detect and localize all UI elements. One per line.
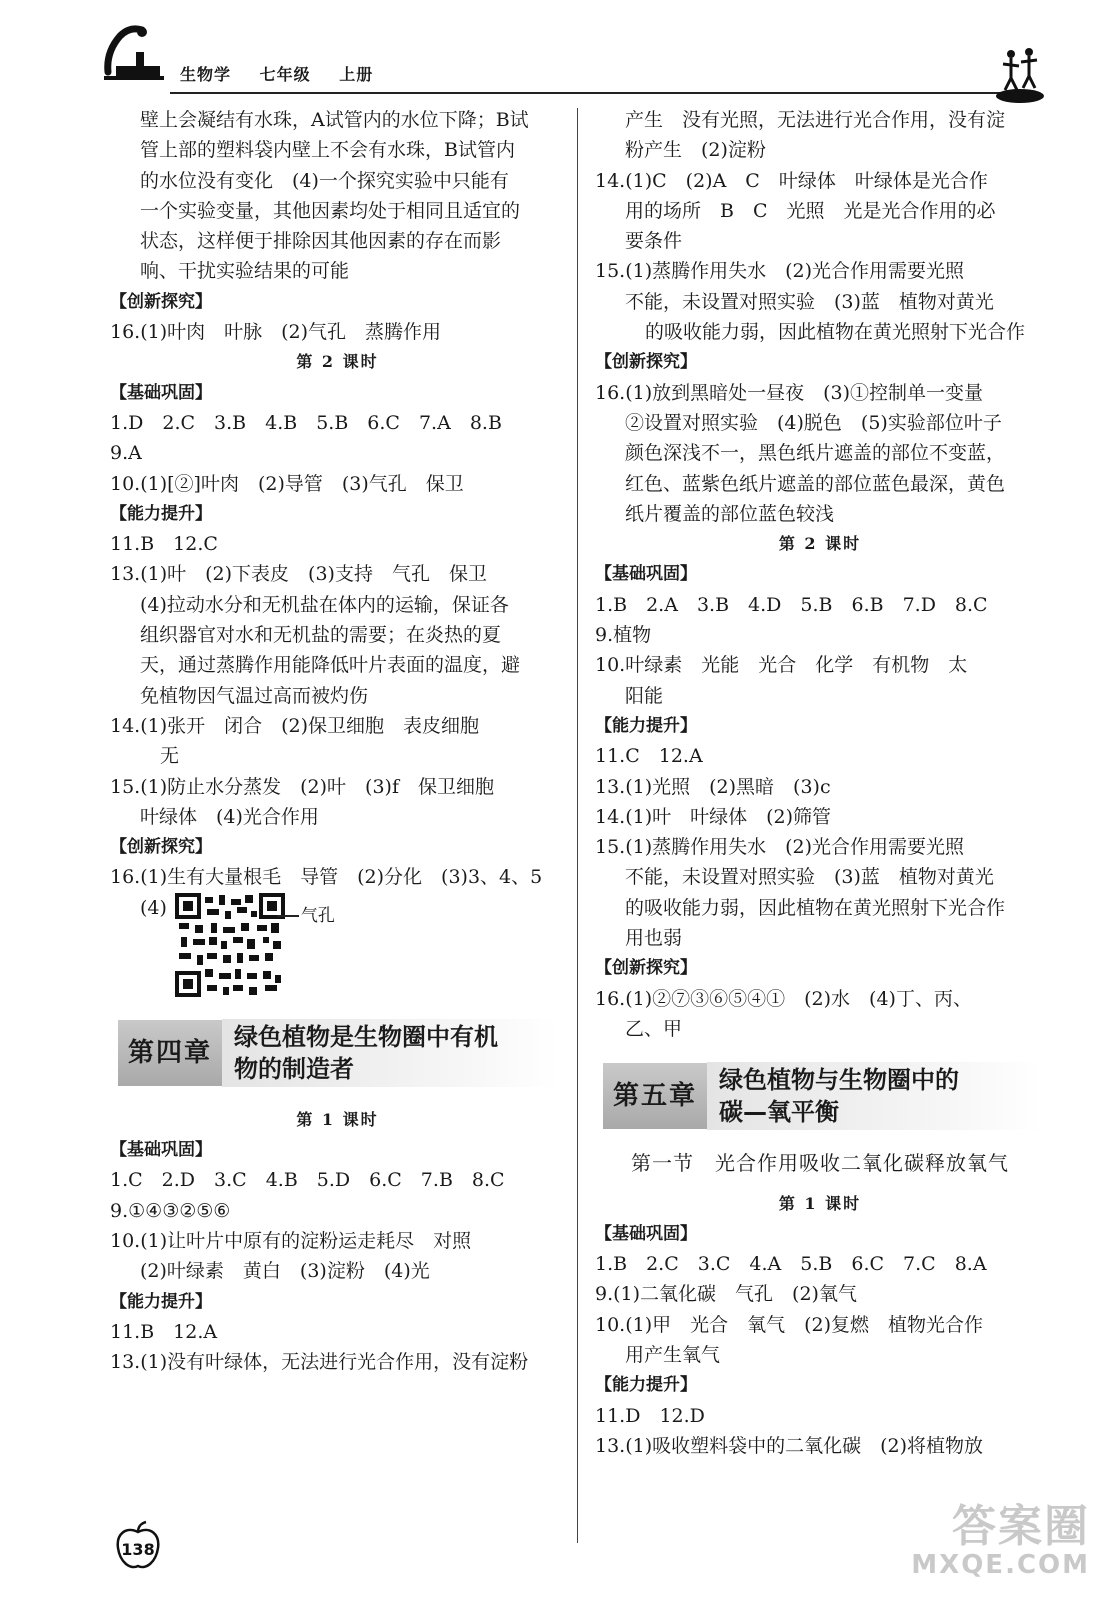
figures-logo-icon [995, 44, 1045, 106]
header-volume: 上册 [339, 65, 374, 84]
answer-line: 红色、蓝紫色纸片遮盖的部位蓝色最深，黄色 [625, 472, 1006, 495]
answer-line: 16.(1)叶肉 叶脉 (2)气孔 蒸腾作用 [110, 321, 442, 344]
answer-line: 11.C 12.A [595, 745, 703, 768]
intro-line: 壁上会凝结有水珠，A试管内的水位下降；B试 [140, 109, 529, 131]
answer-line: 9.(1)二氧化碳 气孔 (2)氧气 [595, 1283, 857, 1306]
answer-line: 粉产生 (2)淀粉 [625, 139, 766, 162]
answer-line: 9.①④③②⑤⑥ [110, 1199, 231, 1222]
section-title: 第一节 光合作用吸收二氧化碳释放氧气 [631, 1151, 1009, 1176]
intro-line: 管上部的塑料袋内壁上不会有水珠，B试管内 [140, 139, 515, 162]
answer-label: (4) [140, 896, 167, 919]
answer-line: 颜色深浅不一，黑色纸片遮盖的部位不变蓝， [625, 442, 1006, 465]
left-column [110, 105, 565, 1377]
section-heading-ability: 【能力提升】 [110, 503, 212, 524]
answer-line: 天，通过蒸腾作用能降低叶片表面的温度，避 [140, 654, 521, 677]
chapter-4-badge: 第四章 [118, 1020, 222, 1086]
answer-line: 15.(1)蒸腾作用失水 (2)光合作用需要光照 [595, 836, 965, 859]
intro-line: 的水位没有变化 (4)一个探究实验中只能有 [140, 169, 509, 192]
answer-line: 16.(1)放到黑暗处一昼夜 (3)①控制单一变量 [595, 381, 984, 404]
chapter-4-title-line: 绿色植物是生物圈中有机 [234, 1022, 499, 1051]
answer-line: 13.(1)没有叶绿体，无法进行光合作用，没有淀粉 [110, 1351, 529, 1374]
answer-line: 1.B 2.A 3.B 4.D 5.B 6.B 7.D 8.C [595, 593, 988, 616]
answer-line: 要条件 [625, 230, 683, 253]
answer-line: 13.(1)吸收塑料袋中的二氧化碳 (2)将植物放 [595, 1434, 984, 1457]
chapter-5-banner [603, 1062, 1043, 1130]
lesson-heading: 第 1 课时 [778, 1193, 862, 1213]
lesson-heading: 第 2 课时 [778, 534, 862, 554]
answer-line: 纸片覆盖的部位蓝色较浅 [625, 502, 835, 525]
stoma-diagram-icon [175, 893, 285, 997]
section-heading-basic: 【基础巩固】 [110, 382, 212, 403]
answer-line: 产生 没有光照，无法进行光合作用，没有淀 [625, 109, 1006, 131]
section-heading-innovation: 【创新探究】 [110, 291, 212, 312]
lesson-heading: 第 1 课时 [296, 1109, 379, 1129]
section-heading-basic: 【基础巩固】 [595, 564, 697, 585]
answer-line: 13.(1)叶 (2)下表皮 (3)支持 气孔 保卫 [110, 563, 487, 586]
stoma-label [277, 901, 335, 931]
answer-line: (2)叶绿素 黄白 (3)淀粉 (4)光 [140, 1260, 430, 1283]
chapter-5-title [707, 1062, 1043, 1130]
answer-line: 16.(1)生有大量根毛 导管 (2)分化 (3)3、4、5 [110, 866, 543, 889]
page-number-badge [112, 1520, 164, 1572]
section-heading-innovation: 【创新探究】 [110, 837, 212, 858]
answer-line: 1.D 2.C 3.B 4.B 5.B 6.C 7.A 8.B [110, 411, 502, 434]
right-column [595, 105, 1045, 1461]
answer-line: 11.B 12.A [110, 1320, 218, 1343]
answer-line: 的吸收能力弱，因此植物在黄光照射下光合作 [645, 321, 1026, 344]
answer-line: 用的场所 B C 光照 光是光合作用的必 [625, 199, 996, 222]
intro-line: 一个实验变量，其他因素均处于相同且适宜的 [140, 199, 521, 222]
microscope-logo-icon [100, 22, 170, 82]
chapter-4-title-line: 物的制造者 [234, 1054, 355, 1083]
answer-line: 叶绿体 (4)光合作用 [140, 805, 319, 828]
answer-line: 无 [160, 745, 180, 768]
intro-line: 响、干扰实验结果的可能 [140, 260, 350, 283]
answer-line: ②设置对照实验 (4)脱色 (5)实验部位叶子 [625, 411, 1002, 434]
page-number: 138 [121, 1540, 155, 1559]
watermark-top: 答案圈 [952, 1501, 1090, 1552]
answer-line: 的吸收能力弱，因此植物在黄光照射下光合作 [625, 896, 1006, 919]
answer-line: 不能，未设置对照实验 (3)蓝 植物对黄光 [625, 866, 994, 889]
answer-line: 14.(1)张开 闭合 (2)保卫细胞 表皮细胞 [110, 714, 480, 737]
answer-line: 10.叶绿素 光能 光合 化学 有机物 太 [595, 654, 968, 677]
header-grade: 七年级 [259, 65, 311, 84]
answer-line: 15.(1)防止水分蒸发 (2)叶 (3)f 保卫细胞 [110, 775, 494, 798]
answer-line: 不能，未设置对照实验 (3)蓝 植物对黄光 [625, 290, 994, 313]
answer-line: 9.植物 [595, 624, 652, 647]
section-heading-basic: 【基础巩固】 [595, 1223, 697, 1244]
watermark [890, 1490, 1090, 1590]
answer-line: 用产生氧气 [625, 1343, 721, 1366]
answer-line: 10.(1)让叶片中原有的淀粉运走耗尽 对照 [110, 1229, 472, 1252]
answer-line: 1.B 2.C 3.C 4.A 5.B 6.C 7.C 8.A [595, 1253, 987, 1276]
pointer-line [277, 915, 299, 917]
section-heading-innovation: 【创新探究】 [595, 958, 697, 979]
answer-line: 11.B 12.C [110, 533, 218, 556]
answer-line: 用也弱 [625, 927, 683, 950]
answer-line: 10.(1)[②]叶肉 (2)导管 (3)气孔 保卫 [110, 472, 464, 495]
header-title [180, 62, 395, 85]
chapter-5-title-line: 碳—氧平衡 [719, 1098, 840, 1127]
answer-line: 9.A [110, 442, 142, 465]
chapter-4-title [222, 1019, 558, 1087]
answer-line: 16.(1)②⑦③⑥⑤④① (2)水 (4)丁、丙、 [595, 987, 972, 1010]
chapter-5-title-line: 绿色植物与生物圈中的 [719, 1066, 960, 1095]
answer-line: 免植物因气温过高而被灼伤 [140, 684, 369, 707]
watermark-bottom: MXQE.COM [911, 1550, 1090, 1580]
answer-line: 13.(1)光照 (2)黑暗 (3)c [595, 775, 831, 798]
answer-line: (4)拉动水分和无机盐在体内的运输，保证各 [140, 593, 509, 616]
answer-line: 组织器官对水和无机盐的需要；在炎热的夏 [140, 624, 502, 647]
answer-line: 15.(1)蒸腾作用失水 (2)光合作用需要光照 [595, 260, 965, 283]
intro-line: 状态，这样便于排除因其他因素的存在而影 [140, 230, 502, 253]
stoma-label-text: 气孔 [300, 905, 335, 926]
column-divider [577, 108, 578, 1543]
section-heading-ability: 【能力提升】 [110, 1291, 212, 1312]
answer-line: 阳能 [625, 684, 664, 707]
stoma-figure-row [110, 893, 565, 1001]
answer-line: 10.(1)甲 光合 氧气 (2)复燃 植物光合作 [595, 1313, 984, 1336]
answer-line: 乙、甲 [625, 1017, 683, 1040]
chapter-4-banner [118, 1019, 558, 1087]
page-header [100, 20, 1045, 100]
section-heading-innovation: 【创新探究】 [595, 352, 697, 373]
answer-line: 14.(1)C (2)A C 叶绿体 叶绿体是光合作 [595, 169, 988, 192]
answer-line: 11.D 12.D [595, 1404, 705, 1427]
chapter-5-badge: 第五章 [603, 1063, 707, 1129]
header-subject: 生物学 [180, 65, 232, 84]
section-heading-basic: 【基础巩固】 [110, 1140, 212, 1161]
lesson-heading: 第 2 课时 [296, 352, 379, 372]
header-rule [170, 92, 1015, 94]
answer-line: 14.(1)叶 叶绿体 (2)筛管 [595, 805, 832, 828]
answer-line: 1.C 2.D 3.C 4.B 5.D 6.C 7.B 8.C [110, 1169, 505, 1192]
section-heading-ability: 【能力提升】 [595, 715, 697, 736]
section-heading-ability: 【能力提升】 [595, 1375, 697, 1396]
apple-icon [112, 1520, 164, 1572]
